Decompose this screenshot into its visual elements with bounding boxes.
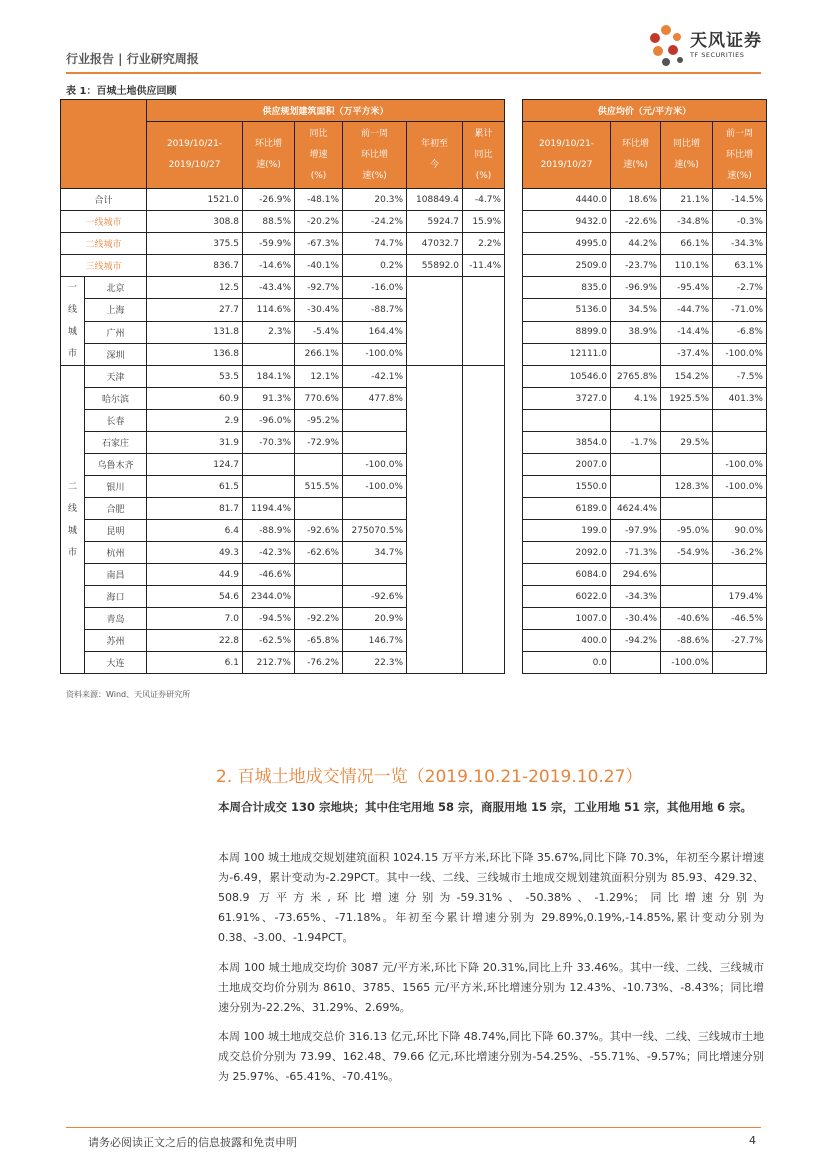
price-value bbox=[661, 586, 713, 608]
price-value: -27.7% bbox=[713, 630, 767, 652]
column-header: 前一周 环比增 速(%) bbox=[343, 122, 407, 189]
city-name: 昆明 bbox=[85, 520, 147, 542]
area-value: -92.6% bbox=[343, 586, 407, 608]
price-value: 110.1% bbox=[661, 255, 713, 277]
column-gap bbox=[505, 233, 523, 255]
column-gap bbox=[505, 542, 523, 564]
column-gap bbox=[505, 277, 523, 299]
header-rule bbox=[66, 72, 761, 74]
area-value: 2.3% bbox=[243, 321, 295, 343]
area-value: 20.3% bbox=[343, 189, 407, 211]
area-value: 22.8 bbox=[147, 630, 243, 652]
column-gap bbox=[505, 343, 523, 365]
price-value: -94.2% bbox=[611, 630, 661, 652]
column-gap bbox=[505, 652, 523, 674]
ytd-blank bbox=[407, 277, 463, 366]
area-value: 44.9 bbox=[147, 564, 243, 586]
price-value: -95.4% bbox=[661, 277, 713, 299]
header-title: 行业报告 | 行业研究周报 bbox=[66, 52, 199, 66]
column-header: 2019/10/21- 2019/10/27 bbox=[523, 122, 611, 189]
ytd-blank bbox=[407, 366, 463, 674]
area-value: 49.3 bbox=[147, 542, 243, 564]
area-value: -70.3% bbox=[243, 432, 295, 454]
price-value: 1007.0 bbox=[523, 608, 611, 630]
area-value: -4.7% bbox=[463, 189, 505, 211]
price-value: -37.4% bbox=[661, 343, 713, 365]
price-value: -88.6% bbox=[661, 630, 713, 652]
city-name: 上海 bbox=[85, 299, 147, 321]
column-header: 累计 同比 (%) bbox=[463, 122, 505, 189]
city-name: 南昌 bbox=[85, 564, 147, 586]
price-value bbox=[661, 498, 713, 520]
header-price-group: 供应均价（元/平方米） bbox=[523, 100, 767, 122]
area-value: 146.7% bbox=[343, 630, 407, 652]
price-value: -7.5% bbox=[713, 366, 767, 388]
price-value bbox=[713, 652, 767, 674]
price-value: -2.7% bbox=[713, 277, 767, 299]
area-value bbox=[243, 454, 295, 476]
section-title: 2. 百城土地成交情况一览（2019.10.21-2019.10.27） bbox=[216, 767, 643, 787]
city-name: 石家庄 bbox=[85, 432, 147, 454]
city-name: 银川 bbox=[85, 476, 147, 498]
header-gap bbox=[505, 100, 523, 189]
price-value: -95.0% bbox=[661, 520, 713, 542]
area-value bbox=[295, 564, 343, 586]
price-value: 21.1% bbox=[661, 189, 713, 211]
column-gap bbox=[505, 608, 523, 630]
area-value: -92.7% bbox=[295, 277, 343, 299]
area-value: 266.1% bbox=[295, 343, 343, 365]
paragraph-price: 本周 100 城土地成交均价 3087 元/平方米,环比下降 20.31%,同比上升 33.46%。其中一线、二线、三线城市土地成交均价分别为 8610、3785、1565 元/平方米,环比增速分别为 12.43%、-10.73%、-8.43%；同比增速分别为-22.2%、31.29%、2.69%。 bbox=[218, 961, 764, 1014]
column-gap bbox=[505, 366, 523, 388]
area-value: 61.5 bbox=[147, 476, 243, 498]
area-value: -88.7% bbox=[343, 299, 407, 321]
column-gap bbox=[505, 586, 523, 608]
price-value: 38.9% bbox=[611, 321, 661, 343]
price-value: 4.1% bbox=[611, 388, 661, 410]
price-value: 0.0 bbox=[523, 652, 611, 674]
price-value: 179.4% bbox=[713, 586, 767, 608]
table-source: 资料来源：Wind、天风证券研究所 bbox=[66, 690, 191, 699]
column-header: 环比增 速(%) bbox=[611, 122, 661, 189]
area-value: 375.5 bbox=[147, 233, 243, 255]
area-value: 20.9% bbox=[343, 608, 407, 630]
tier2-group-label: 二 线 城 市 bbox=[61, 366, 85, 674]
area-value bbox=[295, 586, 343, 608]
price-value: 18.6% bbox=[611, 189, 661, 211]
table-row bbox=[61, 255, 767, 277]
area-value: -11.4% bbox=[463, 255, 505, 277]
header-area-group: 供应规划建筑面积（万平方米） bbox=[147, 100, 505, 122]
table-row bbox=[61, 277, 767, 299]
city-name: 海口 bbox=[85, 586, 147, 608]
land-supply-table bbox=[60, 99, 767, 674]
area-value: 164.4% bbox=[343, 321, 407, 343]
city-name: 广州 bbox=[85, 321, 147, 343]
price-value bbox=[713, 432, 767, 454]
area-value: 0.2% bbox=[343, 255, 407, 277]
header-row bbox=[61, 122, 767, 189]
price-value: -30.4% bbox=[611, 608, 661, 630]
price-value: -100.0% bbox=[713, 343, 767, 365]
column-gap bbox=[505, 630, 523, 652]
price-value: -40.6% bbox=[661, 608, 713, 630]
price-value bbox=[713, 498, 767, 520]
area-value: -92.2% bbox=[295, 608, 343, 630]
city-name: 杭州 bbox=[85, 542, 147, 564]
area-value: -100.0% bbox=[343, 454, 407, 476]
column-gap bbox=[505, 454, 523, 476]
price-value: 44.2% bbox=[611, 233, 661, 255]
row-label: 三线城市 bbox=[61, 255, 147, 277]
area-value: 2.2% bbox=[463, 233, 505, 255]
area-value: -48.1% bbox=[295, 189, 343, 211]
area-value: 31.9 bbox=[147, 432, 243, 454]
price-value: 1925.5% bbox=[661, 388, 713, 410]
price-value: 90.0% bbox=[713, 520, 767, 542]
logo-subtitle: TF SECURITIES bbox=[690, 51, 745, 59]
area-value: -40.1% bbox=[295, 255, 343, 277]
area-value bbox=[343, 432, 407, 454]
price-value bbox=[611, 652, 661, 674]
header-blank bbox=[61, 100, 147, 189]
price-value: -22.6% bbox=[611, 211, 661, 233]
price-value bbox=[611, 454, 661, 476]
price-value: -0.3% bbox=[713, 211, 767, 233]
column-gap bbox=[505, 189, 523, 211]
area-value: -46.6% bbox=[243, 564, 295, 586]
area-value: 124.7 bbox=[147, 454, 243, 476]
price-value: -34.3% bbox=[713, 233, 767, 255]
table-row bbox=[61, 233, 767, 255]
column-header: 环比增 速(%) bbox=[243, 122, 295, 189]
price-value bbox=[661, 564, 713, 586]
area-value: -62.6% bbox=[295, 542, 343, 564]
area-value: 53.5 bbox=[147, 366, 243, 388]
area-value: 770.6% bbox=[295, 388, 343, 410]
city-name: 天津 bbox=[85, 366, 147, 388]
area-value: -42.3% bbox=[243, 542, 295, 564]
area-value bbox=[243, 343, 295, 365]
area-value: 12.5 bbox=[147, 277, 243, 299]
city-name: 乌鲁木齐 bbox=[85, 454, 147, 476]
area-value: -95.2% bbox=[295, 410, 343, 432]
area-value: -88.9% bbox=[243, 520, 295, 542]
city-name: 苏州 bbox=[85, 630, 147, 652]
price-value bbox=[661, 410, 713, 432]
paragraph-area: 本周 100 城土地成交规划建筑面积 1024.15 万平方米,环比下降 35.67%,同比下降 70.3%，年初至今累计增速为-6.49，累计变动为-2.29PCT。其中一线、二线、三线城市土地成交规划建筑面积分别为 85.93、429.32、508.9 万平方米,环比增速分别为-59.31%、-50.38%、-1.29%；同比增速分别为 61.91%、-73.65%、-71.18%。年初至今累计增速分别为 29.89%,0.19%,-14.85%,累计变动分别为 0.38、-3.00、-1.94PCT。 bbox=[218, 851, 764, 944]
area-value: 27.7 bbox=[147, 299, 243, 321]
area-value: 515.5% bbox=[295, 476, 343, 498]
area-value: 308.8 bbox=[147, 211, 243, 233]
price-value: -100.0% bbox=[661, 652, 713, 674]
area-value: 275070.5% bbox=[343, 520, 407, 542]
city-name: 青岛 bbox=[85, 608, 147, 630]
area-value: 6.1 bbox=[147, 652, 243, 674]
area-value: -76.2% bbox=[295, 652, 343, 674]
column-gap bbox=[505, 410, 523, 432]
price-value: -1.7% bbox=[611, 432, 661, 454]
footer-rule bbox=[66, 1127, 761, 1128]
price-value: 4624.4% bbox=[611, 498, 661, 520]
price-value: 2007.0 bbox=[523, 454, 611, 476]
price-value: 400.0 bbox=[523, 630, 611, 652]
paragraph-total: 本周 100 城土地成交总价 316.13 亿元,环比下降 48.74%,同比下降 60.37%。其中一线、二线、三线城市土地成交总价分别为 73.99、162.48、79.66 亿元,环比增速分别为-54.25%、-55.71%、-9.57%；同比增速分别为 25.97%、-65.41%、-70.41%。 bbox=[218, 1030, 764, 1083]
price-value: -97.9% bbox=[611, 520, 661, 542]
price-value: -6.8% bbox=[713, 321, 767, 343]
area-value bbox=[295, 454, 343, 476]
price-value: 835.0 bbox=[523, 277, 611, 299]
price-value: 3727.0 bbox=[523, 388, 611, 410]
ytd-yoy-blank bbox=[463, 277, 505, 366]
price-value: 10546.0 bbox=[523, 366, 611, 388]
column-header: 前一周 环比增 速(%) bbox=[713, 122, 767, 189]
column-gap bbox=[505, 255, 523, 277]
table-caption: 表 1：百城土地供应回顾 bbox=[66, 86, 177, 97]
area-value: 108849.4 bbox=[407, 189, 463, 211]
price-value: 2765.8% bbox=[611, 366, 661, 388]
price-value: 3854.0 bbox=[523, 432, 611, 454]
price-value: 4440.0 bbox=[523, 189, 611, 211]
price-value: 12111.0 bbox=[523, 343, 611, 365]
price-value: 8899.0 bbox=[523, 321, 611, 343]
price-value: 5136.0 bbox=[523, 299, 611, 321]
row-label: 一线城市 bbox=[61, 211, 147, 233]
area-value: 131.8 bbox=[147, 321, 243, 343]
area-value: -72.9% bbox=[295, 432, 343, 454]
area-value: 54.6 bbox=[147, 586, 243, 608]
area-value: 184.1% bbox=[243, 366, 295, 388]
area-value: -94.5% bbox=[243, 608, 295, 630]
price-value: 2092.0 bbox=[523, 542, 611, 564]
logo-name: 天风证券 bbox=[690, 31, 762, 51]
price-value: -14.5% bbox=[713, 189, 767, 211]
area-value bbox=[243, 476, 295, 498]
price-value: -71.3% bbox=[611, 542, 661, 564]
city-name: 哈尔滨 bbox=[85, 388, 147, 410]
city-name: 长春 bbox=[85, 410, 147, 432]
area-value: -43.4% bbox=[243, 277, 295, 299]
price-value bbox=[661, 454, 713, 476]
table-row bbox=[61, 366, 767, 388]
area-value: -16.0% bbox=[343, 277, 407, 299]
price-value: -100.0% bbox=[713, 476, 767, 498]
price-value: 29.5% bbox=[661, 432, 713, 454]
area-value: -24.2% bbox=[343, 211, 407, 233]
area-value bbox=[343, 564, 407, 586]
table-row bbox=[61, 189, 767, 211]
price-value: -96.9% bbox=[611, 277, 661, 299]
area-value: 81.7 bbox=[147, 498, 243, 520]
area-value: 2.9 bbox=[147, 410, 243, 432]
price-value: -54.9% bbox=[661, 542, 713, 564]
price-value bbox=[611, 476, 661, 498]
area-value: 55892.0 bbox=[407, 255, 463, 277]
page-number: 4 bbox=[749, 1134, 756, 1147]
ytd-yoy-blank bbox=[463, 366, 505, 674]
area-value: -30.4% bbox=[295, 299, 343, 321]
area-value: -67.3% bbox=[295, 233, 343, 255]
area-value: 477.8% bbox=[343, 388, 407, 410]
price-value: 199.0 bbox=[523, 520, 611, 542]
area-value: 91.3% bbox=[243, 388, 295, 410]
price-value: -44.7% bbox=[661, 299, 713, 321]
area-value: -100.0% bbox=[343, 343, 407, 365]
column-header: 同比 增速 (%) bbox=[295, 122, 343, 189]
column-gap bbox=[505, 476, 523, 498]
price-value: 294.6% bbox=[611, 564, 661, 586]
price-value: 9432.0 bbox=[523, 211, 611, 233]
price-value: 4995.0 bbox=[523, 233, 611, 255]
area-value: 47032.7 bbox=[407, 233, 463, 255]
price-value: 63.1% bbox=[713, 255, 767, 277]
area-value: -62.5% bbox=[243, 630, 295, 652]
price-value bbox=[713, 410, 767, 432]
area-value: 6.4 bbox=[147, 520, 243, 542]
area-value bbox=[343, 498, 407, 520]
area-value: -96.0% bbox=[243, 410, 295, 432]
price-value bbox=[611, 410, 661, 432]
column-gap bbox=[505, 388, 523, 410]
area-value: 34.7% bbox=[343, 542, 407, 564]
price-value: -100.0% bbox=[713, 454, 767, 476]
price-value: 401.3% bbox=[713, 388, 767, 410]
column-gap bbox=[505, 321, 523, 343]
area-value: 15.9% bbox=[463, 211, 505, 233]
area-value: 2344.0% bbox=[243, 586, 295, 608]
area-value: 60.9 bbox=[147, 388, 243, 410]
area-value bbox=[295, 498, 343, 520]
area-value: -42.1% bbox=[343, 366, 407, 388]
column-gap bbox=[505, 432, 523, 454]
footer-disclaimer: 请务必阅读正文之后的信息披露和免责申明 bbox=[88, 1136, 297, 1149]
area-value: -100.0% bbox=[343, 476, 407, 498]
price-value: -71.0% bbox=[713, 299, 767, 321]
area-value: -20.2% bbox=[295, 211, 343, 233]
company-logo bbox=[646, 22, 776, 72]
price-value: -46.5% bbox=[713, 608, 767, 630]
area-value: -92.6% bbox=[295, 520, 343, 542]
row-label: 合计 bbox=[61, 189, 147, 211]
area-value bbox=[343, 410, 407, 432]
price-value: -34.3% bbox=[611, 586, 661, 608]
column-header: 同比增 速(%) bbox=[661, 122, 713, 189]
area-value: 74.7% bbox=[343, 233, 407, 255]
area-value: 22.3% bbox=[343, 652, 407, 674]
price-value: 34.5% bbox=[611, 299, 661, 321]
area-value: 1194.4% bbox=[243, 498, 295, 520]
price-value: 6022.0 bbox=[523, 586, 611, 608]
price-value: 1550.0 bbox=[523, 476, 611, 498]
price-value: 2509.0 bbox=[523, 255, 611, 277]
section-lead: 本周合计成交 130 宗地块；其中住宅用地 58 宗，商服用地 15 宗，工业用地 51 宗，其他用地 6 宗。 bbox=[218, 800, 753, 814]
city-name: 大连 bbox=[85, 652, 147, 674]
column-gap bbox=[505, 498, 523, 520]
area-value: 1521.0 bbox=[147, 189, 243, 211]
price-value bbox=[713, 564, 767, 586]
header-row bbox=[61, 100, 767, 122]
column-header: 年初至 今 bbox=[407, 122, 463, 189]
price-value: -14.4% bbox=[661, 321, 713, 343]
area-value: -59.9% bbox=[243, 233, 295, 255]
price-value: 6189.0 bbox=[523, 498, 611, 520]
price-value: 6084.0 bbox=[523, 564, 611, 586]
area-value: 7.0 bbox=[147, 608, 243, 630]
area-value: 212.7% bbox=[243, 652, 295, 674]
price-value bbox=[611, 343, 661, 365]
column-gap bbox=[505, 520, 523, 542]
city-name: 深圳 bbox=[85, 343, 147, 365]
area-value: 12.1% bbox=[295, 366, 343, 388]
area-value: -14.6% bbox=[243, 255, 295, 277]
price-value bbox=[523, 410, 611, 432]
logo-flower-icon bbox=[646, 22, 688, 70]
area-value: 136.8 bbox=[147, 343, 243, 365]
price-value: 66.1% bbox=[661, 233, 713, 255]
table-row bbox=[61, 211, 767, 233]
price-value: -34.8% bbox=[661, 211, 713, 233]
price-value: -36.2% bbox=[713, 542, 767, 564]
column-header: 2019/10/21- 2019/10/27 bbox=[147, 122, 243, 189]
price-value: 128.3% bbox=[661, 476, 713, 498]
area-value: 114.6% bbox=[243, 299, 295, 321]
area-value: -65.8% bbox=[295, 630, 343, 652]
price-value: -23.7% bbox=[611, 255, 661, 277]
area-value: 836.7 bbox=[147, 255, 243, 277]
area-value: -5.4% bbox=[295, 321, 343, 343]
price-value: 154.2% bbox=[661, 366, 713, 388]
area-value: 88.5% bbox=[243, 211, 295, 233]
column-gap bbox=[505, 211, 523, 233]
tier1-group-label: 一 线 城 市 bbox=[61, 277, 85, 366]
area-value: -26.9% bbox=[243, 189, 295, 211]
column-gap bbox=[505, 564, 523, 586]
row-label: 二线城市 bbox=[61, 233, 147, 255]
city-name: 北京 bbox=[85, 277, 147, 299]
column-gap bbox=[505, 299, 523, 321]
area-value: 5924.7 bbox=[407, 211, 463, 233]
city-name: 合肥 bbox=[85, 498, 147, 520]
